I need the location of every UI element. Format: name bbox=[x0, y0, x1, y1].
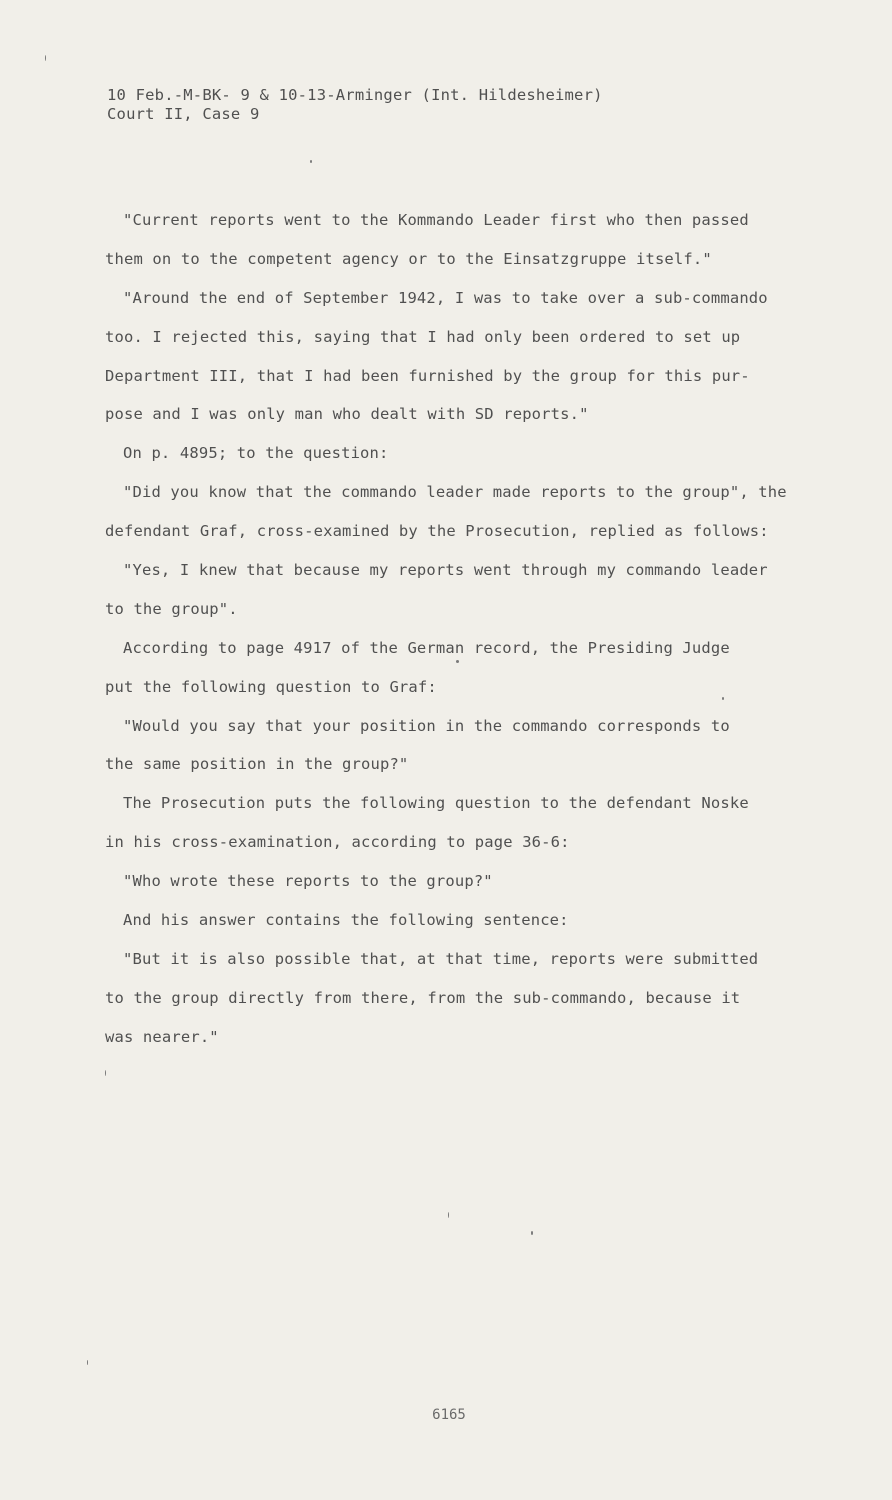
body-line: Department III, that I had been furnished by the group for this pur- bbox=[105, 366, 750, 385]
body-line: "Would you say that your position in the commando corresponds to bbox=[123, 716, 730, 735]
paper-speck bbox=[105, 1070, 106, 1076]
header-line-1: 10 Feb.-M-BK- 9 & 10-13-Arminger (Int. Hildesheimer) bbox=[107, 86, 603, 104]
body-line: pose and I was only man who dealt with SD reports." bbox=[105, 405, 589, 424]
body-line: too. I rejected this, saying that I had only been ordered to set up bbox=[105, 327, 741, 346]
body-line: "Around the end of September 1942, I was to take over a sub-commando bbox=[123, 288, 768, 307]
body-line: "But it is also possible that, at that time, reports were submitted bbox=[123, 949, 759, 968]
document-header bbox=[107, 86, 807, 124]
body-line: in his cross-examination, according to page 36-6: bbox=[105, 833, 570, 852]
body-line: them on to the competent agency or to the Einsatzgruppe itself." bbox=[105, 249, 712, 268]
document-body bbox=[105, 201, 805, 1057]
header-line-2: Court II, Case 9 bbox=[107, 105, 260, 123]
body-line: defendant Graf, cross-examined by the Prosecution, replied as follows: bbox=[105, 522, 769, 541]
body-line: "Yes, I knew that because my reports went through my commando leader bbox=[123, 561, 768, 580]
body-line: And his answer contains the following sentence: bbox=[123, 911, 569, 930]
paper-speck bbox=[722, 697, 724, 700]
body-line: was nearer." bbox=[105, 1027, 219, 1046]
paper-speck bbox=[87, 1360, 88, 1365]
body-line: put the following question to Graf: bbox=[105, 677, 437, 696]
body-line: On p. 4895; to the question: bbox=[123, 444, 389, 463]
body-line: the same position in the group?" bbox=[105, 755, 409, 774]
paper-speck bbox=[456, 660, 459, 663]
body-line: "Current reports went to the Kommando Leader first who then passed bbox=[123, 211, 749, 229]
body-line: "Who wrote these reports to the group?" bbox=[123, 872, 493, 891]
paper-speck bbox=[448, 1212, 449, 1218]
body-line: to the group". bbox=[105, 599, 238, 618]
paper-speck bbox=[531, 1231, 533, 1235]
paper-speck bbox=[310, 160, 312, 163]
body-line: The Prosecution puts the following question to the defendant Noske bbox=[123, 794, 749, 813]
body-line: "Did you know that the commando leader made reports to the group", the bbox=[123, 483, 787, 502]
page-number: 6165 bbox=[432, 1407, 466, 1423]
body-line: According to page 4917 of the German record, the Presiding Judge bbox=[123, 638, 730, 657]
paper-speck bbox=[45, 55, 46, 61]
body-line: to the group directly from there, from the sub-commando, because it bbox=[105, 988, 741, 1007]
